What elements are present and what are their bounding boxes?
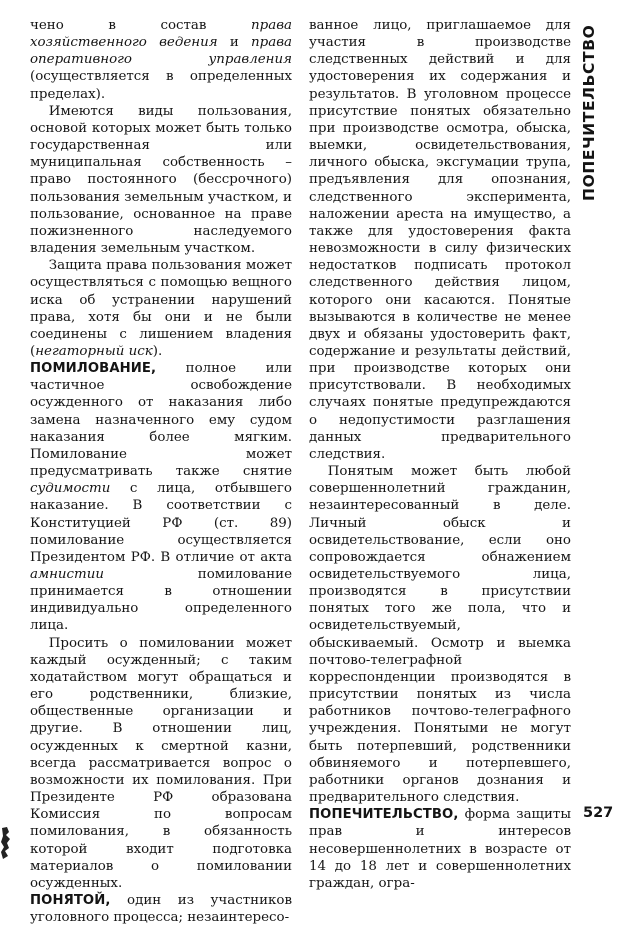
paragraph-protection: [30, 257, 292, 360]
running-head: ПОПЕЧИТЕЛЬСТВО: [580, 24, 598, 202]
cross-reference-term: судимости: [30, 481, 111, 497]
text-run: и: [217, 35, 252, 51]
continuation-paragraph: ванное лицо, приглашаемое для участия в производстве следственных действий и для удостоверения их содержания и результатов. В уголовном процессе присутствие понятых обязательно при производстве осмотра, обыска, выемки, освидетельствования, личного обыска, эксгумации трупа, предъявления для опознания, следственного эксперимента, наложении ареста на имущество, а также для удостоверения факта невозможности в силу физических недостатков подписать протокол следственного действия лицом, которого они касаются. Понятые вызываются в количестве не менее двух и обязаны удостоверить факт, содержание и результаты действий, при производстве которых они присутствовали. В необходимых случаях понятые предупреждаются о недопустимости разглашения данных предварительного следствия.: [309, 18, 571, 462]
cross-reference-term: права хозяйственного ведения: [30, 18, 292, 51]
text-run: один из участников уголовного процесса; незаинтересо-: [30, 892, 292, 926]
paragraph-usage-types: Имеются виды пользования, основой которых может быть только государственная или муниципальная собственность – право постоянного (бессрочного) пользования земельным участком, и пользование, основанное на праве пожизненного наследуемого владения земельным участком.: [30, 103, 292, 257]
continuation-paragraph: [30, 17, 292, 103]
cross-reference-term: амнистии: [30, 567, 104, 582]
entry-ponyatoy: [30, 892, 292, 926]
entry-popechitelstvo: [309, 806, 571, 892]
text-run: чено в состав: [30, 18, 252, 33]
text-run: Защита права пользования может осуществляться с помощью вещного иска об устранении нарушений права, хотя бы они и не были соединены с лишением владения (: [30, 258, 292, 359]
cross-reference-term: права оперативного управления: [30, 35, 292, 68]
entry-pomilovanie: [30, 360, 292, 635]
entry-headword: ПОПЕЧИТЕЛЬСТВО,: [309, 807, 459, 823]
paragraph-witness-eligibility: Понятым может быть любой совершеннолетний гражданин, незаинтересованный в деле. Личный обыск и освидетельствование, если оно сопровождается обнажением освидетельствуемого лица, производятся в присутствии понятых того же пола, что и освидетельствуемый, обыскиваемый. Осмотр и выемка почтово-телеграфной корреспонденции производятся в присутствии понятых из числа работников почтово-телеграфного учреждения. Понятыми не могут быть потерпевший, родственники обвиняемого и потерпевшего, работники органов дознания и предварительного следствия.: [309, 464, 571, 806]
entry-headword: ПОМИЛОВАНИЕ,: [30, 361, 157, 377]
cross-reference-term: негаторный иск: [35, 343, 153, 359]
paragraph-petition: Просить о помиловании может каждый осужденный; с таким ходатайством могут обращаться и его родственники, близкие, общественные организации и другие. В отношении лиц, осужденных к смертной казни, всегда рассматривается вопрос о возможности их помилования. При Президенте РФ образована Комиссия по вопросам помилования, в обязанность которой входит подготовка материалов о помиловании осужденных.: [30, 635, 292, 891]
text-run: (осуществляется в определенных пределах).: [30, 69, 292, 102]
right-column: [309, 17, 571, 892]
text-run: ).: [152, 343, 163, 359]
text-run: форма защиты прав и интересов несовершеннолетних в возрасте от 14 до 18 лет и совершеннолетних граждан, огра-: [309, 807, 571, 891]
left-column: [30, 17, 292, 926]
entry-headword: ПОНЯТОЙ,: [30, 892, 111, 908]
scan-artifact-mark: [0, 826, 12, 860]
text-run: помилование принимается в отношении индивидуально определенного лица.: [30, 567, 292, 634]
page-number: 527: [583, 805, 614, 821]
text-run: с лица, отбывшего наказание. В соответствии с Конституцией РФ (ст. 89) помилование осуществляется Президентом РФ. В отличие от акта: [30, 481, 292, 565]
text-run: полное или частичное освобождение осужденного от наказания либо замена назначенного ему судом наказания более мягким. Помилование может предусматривать также снятие: [30, 361, 292, 480]
